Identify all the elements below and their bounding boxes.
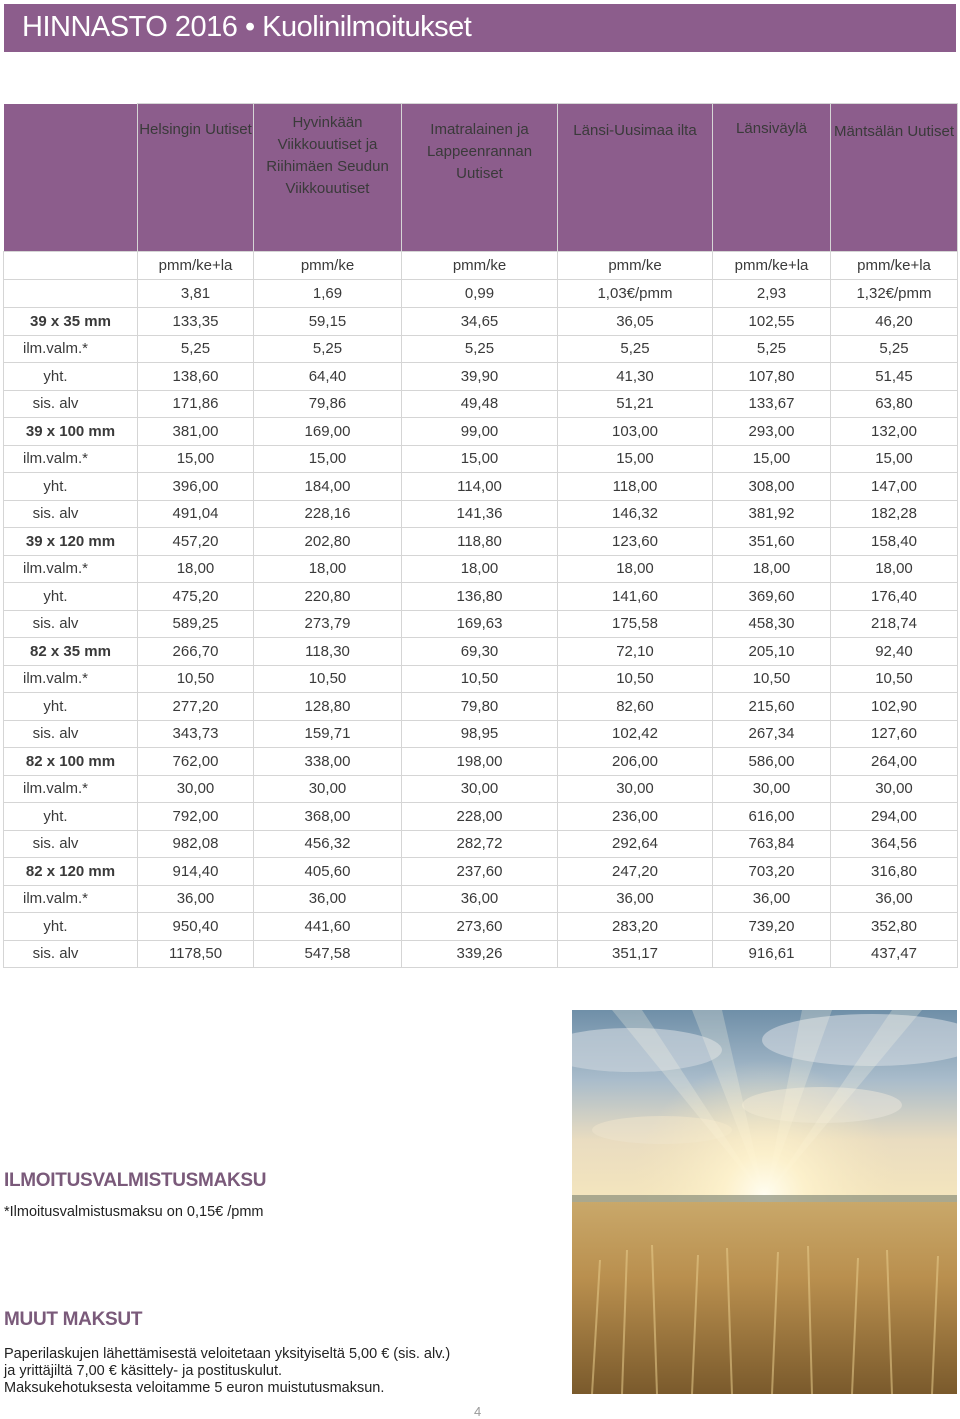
- price-cell: 64,40: [254, 363, 402, 391]
- price-cell: 82,60: [558, 693, 713, 721]
- price-cell: 236,00: [558, 803, 713, 831]
- price-cell: 79,86: [254, 390, 402, 418]
- price-cell: 589,25: [138, 610, 254, 638]
- col-header: Helsingin Uutiset: [138, 104, 254, 252]
- price-cell: 39,90: [402, 363, 558, 391]
- price-cell: 215,60: [713, 693, 831, 721]
- price-cell: 308,00: [713, 473, 831, 501]
- row-label: yht.: [4, 913, 138, 941]
- price-cell: 141,36: [402, 500, 558, 528]
- rate-cell: 1,03€/pmm: [558, 280, 713, 308]
- row-label: sis. alv: [4, 830, 138, 858]
- price-cell: 30,00: [558, 775, 713, 803]
- row-label: yht.: [4, 473, 138, 501]
- price-cell: 475,20: [138, 583, 254, 611]
- price-cell: 136,80: [402, 583, 558, 611]
- price-cell: 352,80: [831, 913, 958, 941]
- price-cell: 437,47: [831, 940, 958, 968]
- price-cell: 30,00: [254, 775, 402, 803]
- rate-cell: 3,81: [138, 280, 254, 308]
- unit-cell: pmm/ke: [254, 252, 402, 280]
- price-cell: 15,00: [831, 445, 958, 473]
- header-row: [4, 104, 958, 252]
- price-cell: 441,60: [254, 913, 402, 941]
- price-cell: 176,40: [831, 583, 958, 611]
- unit-cell: pmm/ke+la: [713, 252, 831, 280]
- table-row: [4, 665, 958, 693]
- price-cell: 405,60: [254, 858, 402, 886]
- price-cell: 184,00: [254, 473, 402, 501]
- unit-cell: pmm/ke: [558, 252, 713, 280]
- other-fees-line: Paperilaskujen lähettämisestä veloitetaan yksityiseltä 5,00 € (sis. alv.): [4, 1346, 451, 1362]
- table-row: [4, 775, 958, 803]
- price-cell: 351,17: [558, 940, 713, 968]
- price-cell: 146,32: [558, 500, 713, 528]
- row-label: ilm.valm.*: [4, 555, 138, 583]
- row-label: sis. alv: [4, 720, 138, 748]
- price-cell: 133,67: [713, 390, 831, 418]
- price-cell: 15,00: [713, 445, 831, 473]
- price-cell: 206,00: [558, 748, 713, 776]
- price-cell: 586,00: [713, 748, 831, 776]
- row-label: 82 x 100 mm: [4, 748, 138, 776]
- price-cell: 5,25: [831, 335, 958, 363]
- table-row: [4, 858, 958, 886]
- fee-section-title: ILMOITUSVALMISTUSMAKSU: [4, 1170, 267, 1191]
- price-cell: 59,15: [254, 308, 402, 336]
- table-row: [4, 638, 958, 666]
- price-cell: 99,00: [402, 418, 558, 446]
- table-row: [4, 555, 958, 583]
- table-row: [4, 363, 958, 391]
- price-cell: 36,00: [713, 885, 831, 913]
- row-label: yht.: [4, 363, 138, 391]
- price-cell: 381,00: [138, 418, 254, 446]
- price-cell: 169,63: [402, 610, 558, 638]
- row-label: ilm.valm.*: [4, 665, 138, 693]
- price-cell: 338,00: [254, 748, 402, 776]
- price-cell: 491,04: [138, 500, 254, 528]
- price-cell: 79,80: [402, 693, 558, 721]
- table-row: [4, 528, 958, 556]
- price-cell: 547,58: [254, 940, 402, 968]
- price-cell: 169,00: [254, 418, 402, 446]
- row-label: yht.: [4, 693, 138, 721]
- price-cell: 118,00: [558, 473, 713, 501]
- price-cell: 18,00: [831, 555, 958, 583]
- page-number: 4: [474, 1404, 482, 1419]
- row-label: sis. alv: [4, 500, 138, 528]
- title-bar: [4, 4, 956, 52]
- price-cell: 950,40: [138, 913, 254, 941]
- unit-row: [4, 252, 958, 280]
- price-cell: 41,30: [558, 363, 713, 391]
- price-cell: 18,00: [402, 555, 558, 583]
- price-cell: 5,25: [254, 335, 402, 363]
- price-cell: 616,00: [713, 803, 831, 831]
- row-label: ilm.valm.*: [4, 445, 138, 473]
- unit-label-cell: [4, 252, 138, 280]
- price-cell: 198,00: [402, 748, 558, 776]
- sunset-wheat-field-photo: [572, 1010, 957, 1394]
- row-label: 39 x 100 mm: [4, 418, 138, 446]
- price-cell: 5,25: [558, 335, 713, 363]
- rate-cell: 2,93: [713, 280, 831, 308]
- price-cell: 364,56: [831, 830, 958, 858]
- price-cell: 218,74: [831, 610, 958, 638]
- price-cell: 18,00: [138, 555, 254, 583]
- price-cell: 175,58: [558, 610, 713, 638]
- price-cell: 30,00: [138, 775, 254, 803]
- price-cell: 159,71: [254, 720, 402, 748]
- price-cell: 30,00: [831, 775, 958, 803]
- rate-label-cell: [4, 280, 138, 308]
- unit-cell: pmm/ke+la: [831, 252, 958, 280]
- price-cell: 49,48: [402, 390, 558, 418]
- price-cell: 102,90: [831, 693, 958, 721]
- price-cell: 10,50: [254, 665, 402, 693]
- price-cell: 92,40: [831, 638, 958, 666]
- price-cell: 171,86: [138, 390, 254, 418]
- price-cell: 10,50: [713, 665, 831, 693]
- rate-row: [4, 280, 958, 308]
- table-row: [4, 583, 958, 611]
- price-cell: 247,20: [558, 858, 713, 886]
- price-cell: 114,00: [402, 473, 558, 501]
- row-label: yht.: [4, 803, 138, 831]
- price-cell: 228,00: [402, 803, 558, 831]
- table-row: [4, 473, 958, 501]
- price-cell: 18,00: [713, 555, 831, 583]
- price-cell: 343,73: [138, 720, 254, 748]
- price-cell: 369,60: [713, 583, 831, 611]
- price-cell: 277,20: [138, 693, 254, 721]
- price-cell: 266,70: [138, 638, 254, 666]
- price-cell: 381,92: [713, 500, 831, 528]
- price-cell: 15,00: [402, 445, 558, 473]
- table-row: [4, 940, 958, 968]
- col-header: Länsi-Uusimaa ilta: [558, 104, 713, 252]
- row-label: 82 x 120 mm: [4, 858, 138, 886]
- table-row: [4, 803, 958, 831]
- price-cell: 123,60: [558, 528, 713, 556]
- price-cell: 1178,50: [138, 940, 254, 968]
- page-title: HINNASTO 2016 • Kuolinilmoitukset: [22, 11, 472, 43]
- price-cell: 46,20: [831, 308, 958, 336]
- price-cell: 118,30: [254, 638, 402, 666]
- table-row: [4, 308, 958, 336]
- other-fees-line: Maksukehotuksesta veloitamme 5 euron muistutusmaksun.: [4, 1380, 385, 1396]
- price-cell: 703,20: [713, 858, 831, 886]
- price-cell: 133,35: [138, 308, 254, 336]
- price-cell: 36,00: [138, 885, 254, 913]
- fee-section-text: *Ilmoitusvalmistusmaksu on 0,15€ /pmm: [4, 1204, 264, 1220]
- price-cell: 10,50: [402, 665, 558, 693]
- rate-cell: 1,69: [254, 280, 402, 308]
- price-cell: 10,50: [558, 665, 713, 693]
- row-label: sis. alv: [4, 610, 138, 638]
- price-cell: 51,21: [558, 390, 713, 418]
- row-label: sis. alv: [4, 940, 138, 968]
- price-cell: 220,80: [254, 583, 402, 611]
- price-cell: 36,00: [402, 885, 558, 913]
- row-label: yht.: [4, 583, 138, 611]
- price-cell: 138,60: [138, 363, 254, 391]
- price-cell: 158,40: [831, 528, 958, 556]
- price-cell: 182,28: [831, 500, 958, 528]
- price-cell: 763,84: [713, 830, 831, 858]
- price-cell: 36,05: [558, 308, 713, 336]
- unit-cell: pmm/ke: [402, 252, 558, 280]
- other-fees-title: MUUT MAKSUT: [4, 1309, 143, 1330]
- price-cell: 293,00: [713, 418, 831, 446]
- price-cell: 103,00: [558, 418, 713, 446]
- table-row: [4, 500, 958, 528]
- price-cell: 36,00: [831, 885, 958, 913]
- price-cell: 339,26: [402, 940, 558, 968]
- price-cell: 72,10: [558, 638, 713, 666]
- price-cell: 458,30: [713, 610, 831, 638]
- price-cell: 457,20: [138, 528, 254, 556]
- price-cell: 132,00: [831, 418, 958, 446]
- price-cell: 147,00: [831, 473, 958, 501]
- price-cell: 294,00: [831, 803, 958, 831]
- price-cell: 10,50: [831, 665, 958, 693]
- price-cell: 916,61: [713, 940, 831, 968]
- price-cell: 18,00: [558, 555, 713, 583]
- price-cell: 456,32: [254, 830, 402, 858]
- price-cell: 102,42: [558, 720, 713, 748]
- price-cell: 762,00: [138, 748, 254, 776]
- table-row: [4, 390, 958, 418]
- price-cell: 5,25: [402, 335, 558, 363]
- price-cell: 351,60: [713, 528, 831, 556]
- price-cell: 15,00: [138, 445, 254, 473]
- col-header: Hyvinkään Viikkouutiset ja Riihimäen Seudun Viikkouutiset: [254, 104, 402, 252]
- row-label: ilm.valm.*: [4, 775, 138, 803]
- price-cell: 5,25: [138, 335, 254, 363]
- price-cell: 34,65: [402, 308, 558, 336]
- price-cell: 205,10: [713, 638, 831, 666]
- price-cell: 228,16: [254, 500, 402, 528]
- price-cell: 98,95: [402, 720, 558, 748]
- price-cell: 118,80: [402, 528, 558, 556]
- price-cell: 282,72: [402, 830, 558, 858]
- row-label: 39 x 120 mm: [4, 528, 138, 556]
- price-cell: 107,80: [713, 363, 831, 391]
- row-label: ilm.valm.*: [4, 885, 138, 913]
- table-row: [4, 748, 958, 776]
- price-cell: 69,30: [402, 638, 558, 666]
- price-cell: 5,25: [713, 335, 831, 363]
- price-cell: 36,00: [558, 885, 713, 913]
- price-cell: 15,00: [254, 445, 402, 473]
- table-row: [4, 913, 958, 941]
- unit-cell: pmm/ke+la: [138, 252, 254, 280]
- table-row: [4, 885, 958, 913]
- price-cell: 368,00: [254, 803, 402, 831]
- rate-cell: 1,32€/pmm: [831, 280, 958, 308]
- price-cell: 316,80: [831, 858, 958, 886]
- rate-cell: 0,99: [402, 280, 558, 308]
- col-header: Länsiväylä: [713, 104, 831, 252]
- table-row: [4, 693, 958, 721]
- price-cell: 202,80: [254, 528, 402, 556]
- price-cell: 51,45: [831, 363, 958, 391]
- price-cell: 292,64: [558, 830, 713, 858]
- table-row: [4, 610, 958, 638]
- table-row: [4, 830, 958, 858]
- price-cell: 739,20: [713, 913, 831, 941]
- table-row: [4, 418, 958, 446]
- price-cell: 982,08: [138, 830, 254, 858]
- price-cell: 914,40: [138, 858, 254, 886]
- header-corner: [4, 104, 138, 252]
- price-cell: 102,55: [713, 308, 831, 336]
- col-header: Imatralainen ja Lappeenrannan Uutiset: [402, 104, 558, 252]
- row-label: ilm.valm.*: [4, 335, 138, 363]
- price-cell: 396,00: [138, 473, 254, 501]
- price-cell: 15,00: [558, 445, 713, 473]
- table-row: [4, 720, 958, 748]
- price-cell: 141,60: [558, 583, 713, 611]
- col-header: Mäntsälän Uutiset: [831, 104, 958, 252]
- price-table: [3, 103, 958, 968]
- price-cell: 273,79: [254, 610, 402, 638]
- price-cell: 264,00: [831, 748, 958, 776]
- price-cell: 128,80: [254, 693, 402, 721]
- price-cell: 273,60: [402, 913, 558, 941]
- table-row: [4, 335, 958, 363]
- price-cell: 10,50: [138, 665, 254, 693]
- price-cell: 237,60: [402, 858, 558, 886]
- price-cell: 127,60: [831, 720, 958, 748]
- price-cell: 36,00: [254, 885, 402, 913]
- price-cell: 792,00: [138, 803, 254, 831]
- row-label: sis. alv: [4, 390, 138, 418]
- other-fees-line: ja yrittäjiltä 7,00 € käsittely- ja postituskulut.: [4, 1363, 283, 1379]
- price-cell: 267,34: [713, 720, 831, 748]
- price-cell: 283,20: [558, 913, 713, 941]
- price-cell: 63,80: [831, 390, 958, 418]
- row-label: 82 x 35 mm: [4, 638, 138, 666]
- price-cell: 30,00: [713, 775, 831, 803]
- table-row: [4, 445, 958, 473]
- price-cell: 18,00: [254, 555, 402, 583]
- price-cell: 30,00: [402, 775, 558, 803]
- row-label: 39 x 35 mm: [4, 308, 138, 336]
